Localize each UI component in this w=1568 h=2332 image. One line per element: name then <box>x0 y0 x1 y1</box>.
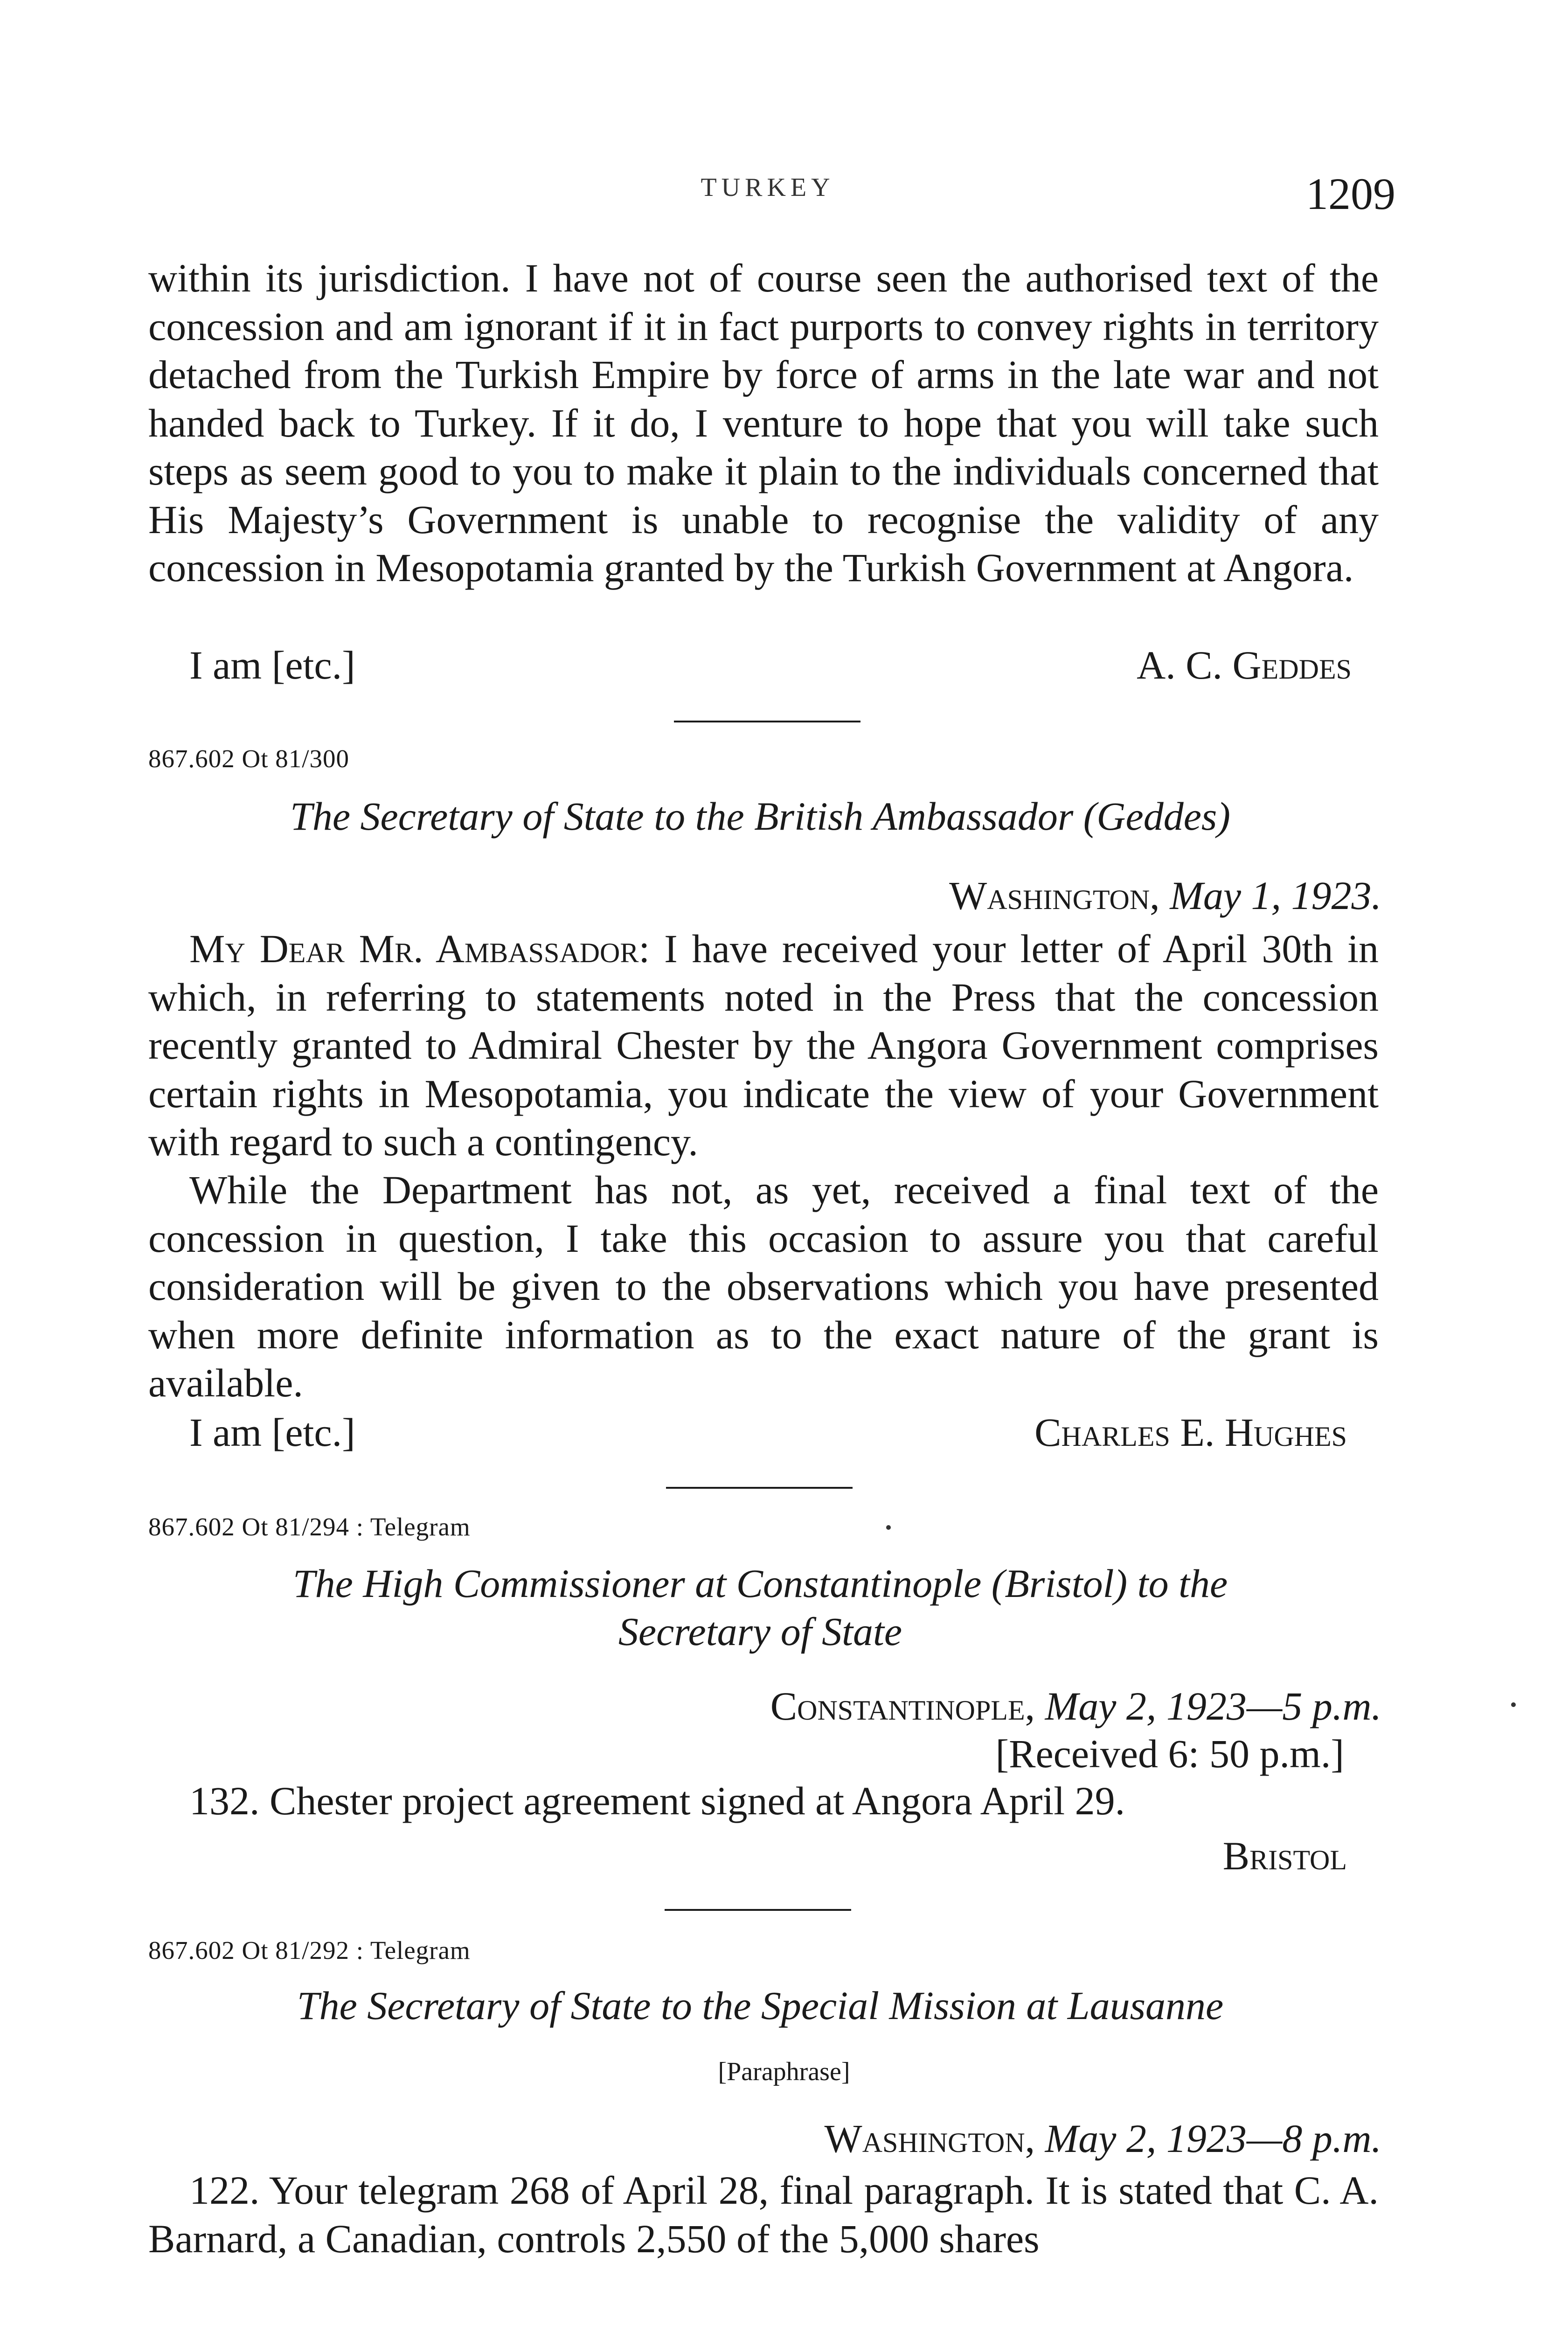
doc2-dateline-place: Washington, <box>949 873 1160 918</box>
doc3-heading-line-1: The High Commissioner at Constantinople (Bristol) to the <box>292 1561 1228 1606</box>
doc4-file-reference: 867.602 Ot 81/292 : Telegram <box>148 1936 471 1964</box>
doc2-heading: The Secretary of State to the British Ambassador (Geddes) <box>290 794 1230 839</box>
doc4-body: 122. Your telegram 268 of April 28, final paragraph. It is stated that C. A. Barnard, a Canadian, controls 2,550 of the 5,000 shares <box>148 2168 1379 2261</box>
stray-mark <box>1511 1702 1516 1707</box>
section-divider <box>666 1487 853 1489</box>
doc4-dateline-place: Washington, <box>824 2116 1035 2161</box>
doc2-para1-text: I have received your letter of April 30th in which, in referring to statements noted in the Press that the concession recently granted to Admiral Chester by the Angora Government comprises certain rights in Mesopotamia, you indicate the view of your Government with regard to such a contingency. <box>148 926 1379 1164</box>
doc4-dateline <box>825 2115 1381 2162</box>
page-header <box>0 168 1568 233</box>
doc2-salutation: My Dear Mr. Ambassador: <box>189 926 650 971</box>
doc2-dateline-date: May 1, 1923. <box>1170 873 1381 918</box>
doc1-body: within its jurisdiction. I have not of course seen the authorised text of the concession and am ignorant if it in fact purports to convey rights in territory detached from the Turkish Empire by force of arms in the late war and not handed back to Turkey. If it do, I venture to hope that you will take such steps as seem good to you to make it plain to the individuals concerned that His Majesty’s Government is unable to recognise the validity of any concession in Mesopotamia granted by the Turkish Government at Angora. <box>148 256 1379 590</box>
doc3-signature: Bristol <box>1222 1833 1347 1878</box>
doc3-body: 132. Chester project agreement signed at Angora April 29. <box>189 1778 1125 1823</box>
doc4-heading: The Secretary of State to the Special Mission at Lausanne <box>297 1983 1224 2028</box>
doc2-signature: Charles E. Hughes <box>1034 1410 1347 1455</box>
doc1-signature: A. C. Geddes <box>1137 643 1352 687</box>
running-head: TURKEY <box>701 173 835 202</box>
stray-mark <box>886 1525 891 1530</box>
doc3-heading-line-2: Secretary of State <box>618 1609 902 1654</box>
doc3-dateline <box>770 1683 1381 1729</box>
doc4-dateline-date: May 2, 1923—8 p.m. <box>1045 2116 1381 2161</box>
doc2-paragraph-2: While the Department has not, as yet, received a final text of the concession in question, I take this occasion to assure you that careful consideration will be given to the observations which you have presented when more definite information as to the exact nature of the grant is available. <box>148 1167 1379 1405</box>
section-divider <box>665 1909 851 1911</box>
doc4-paraphrase-note: [Paraphrase] <box>718 2057 850 2086</box>
section-divider <box>674 721 860 722</box>
doc2-closing: I am [etc.] <box>189 1410 355 1455</box>
doc2-dateline <box>949 872 1381 919</box>
doc1-closing: I am [etc.] <box>189 643 355 687</box>
doc3-file-reference: 867.602 Ot 81/294 : Telegram <box>148 1513 471 1541</box>
doc3-received: [Received 6: 50 p.m.] <box>995 1731 1344 1776</box>
doc2-paragraph-1 <box>148 925 1379 1166</box>
doc2-file-reference: 867.602 Ot 81/300 <box>148 744 350 773</box>
page-number: 1209 <box>1306 169 1395 219</box>
doc3-dateline-date: May 2, 1923—5 p.m. <box>1045 1684 1381 1728</box>
doc3-dateline-place: Constantinople, <box>770 1684 1035 1728</box>
